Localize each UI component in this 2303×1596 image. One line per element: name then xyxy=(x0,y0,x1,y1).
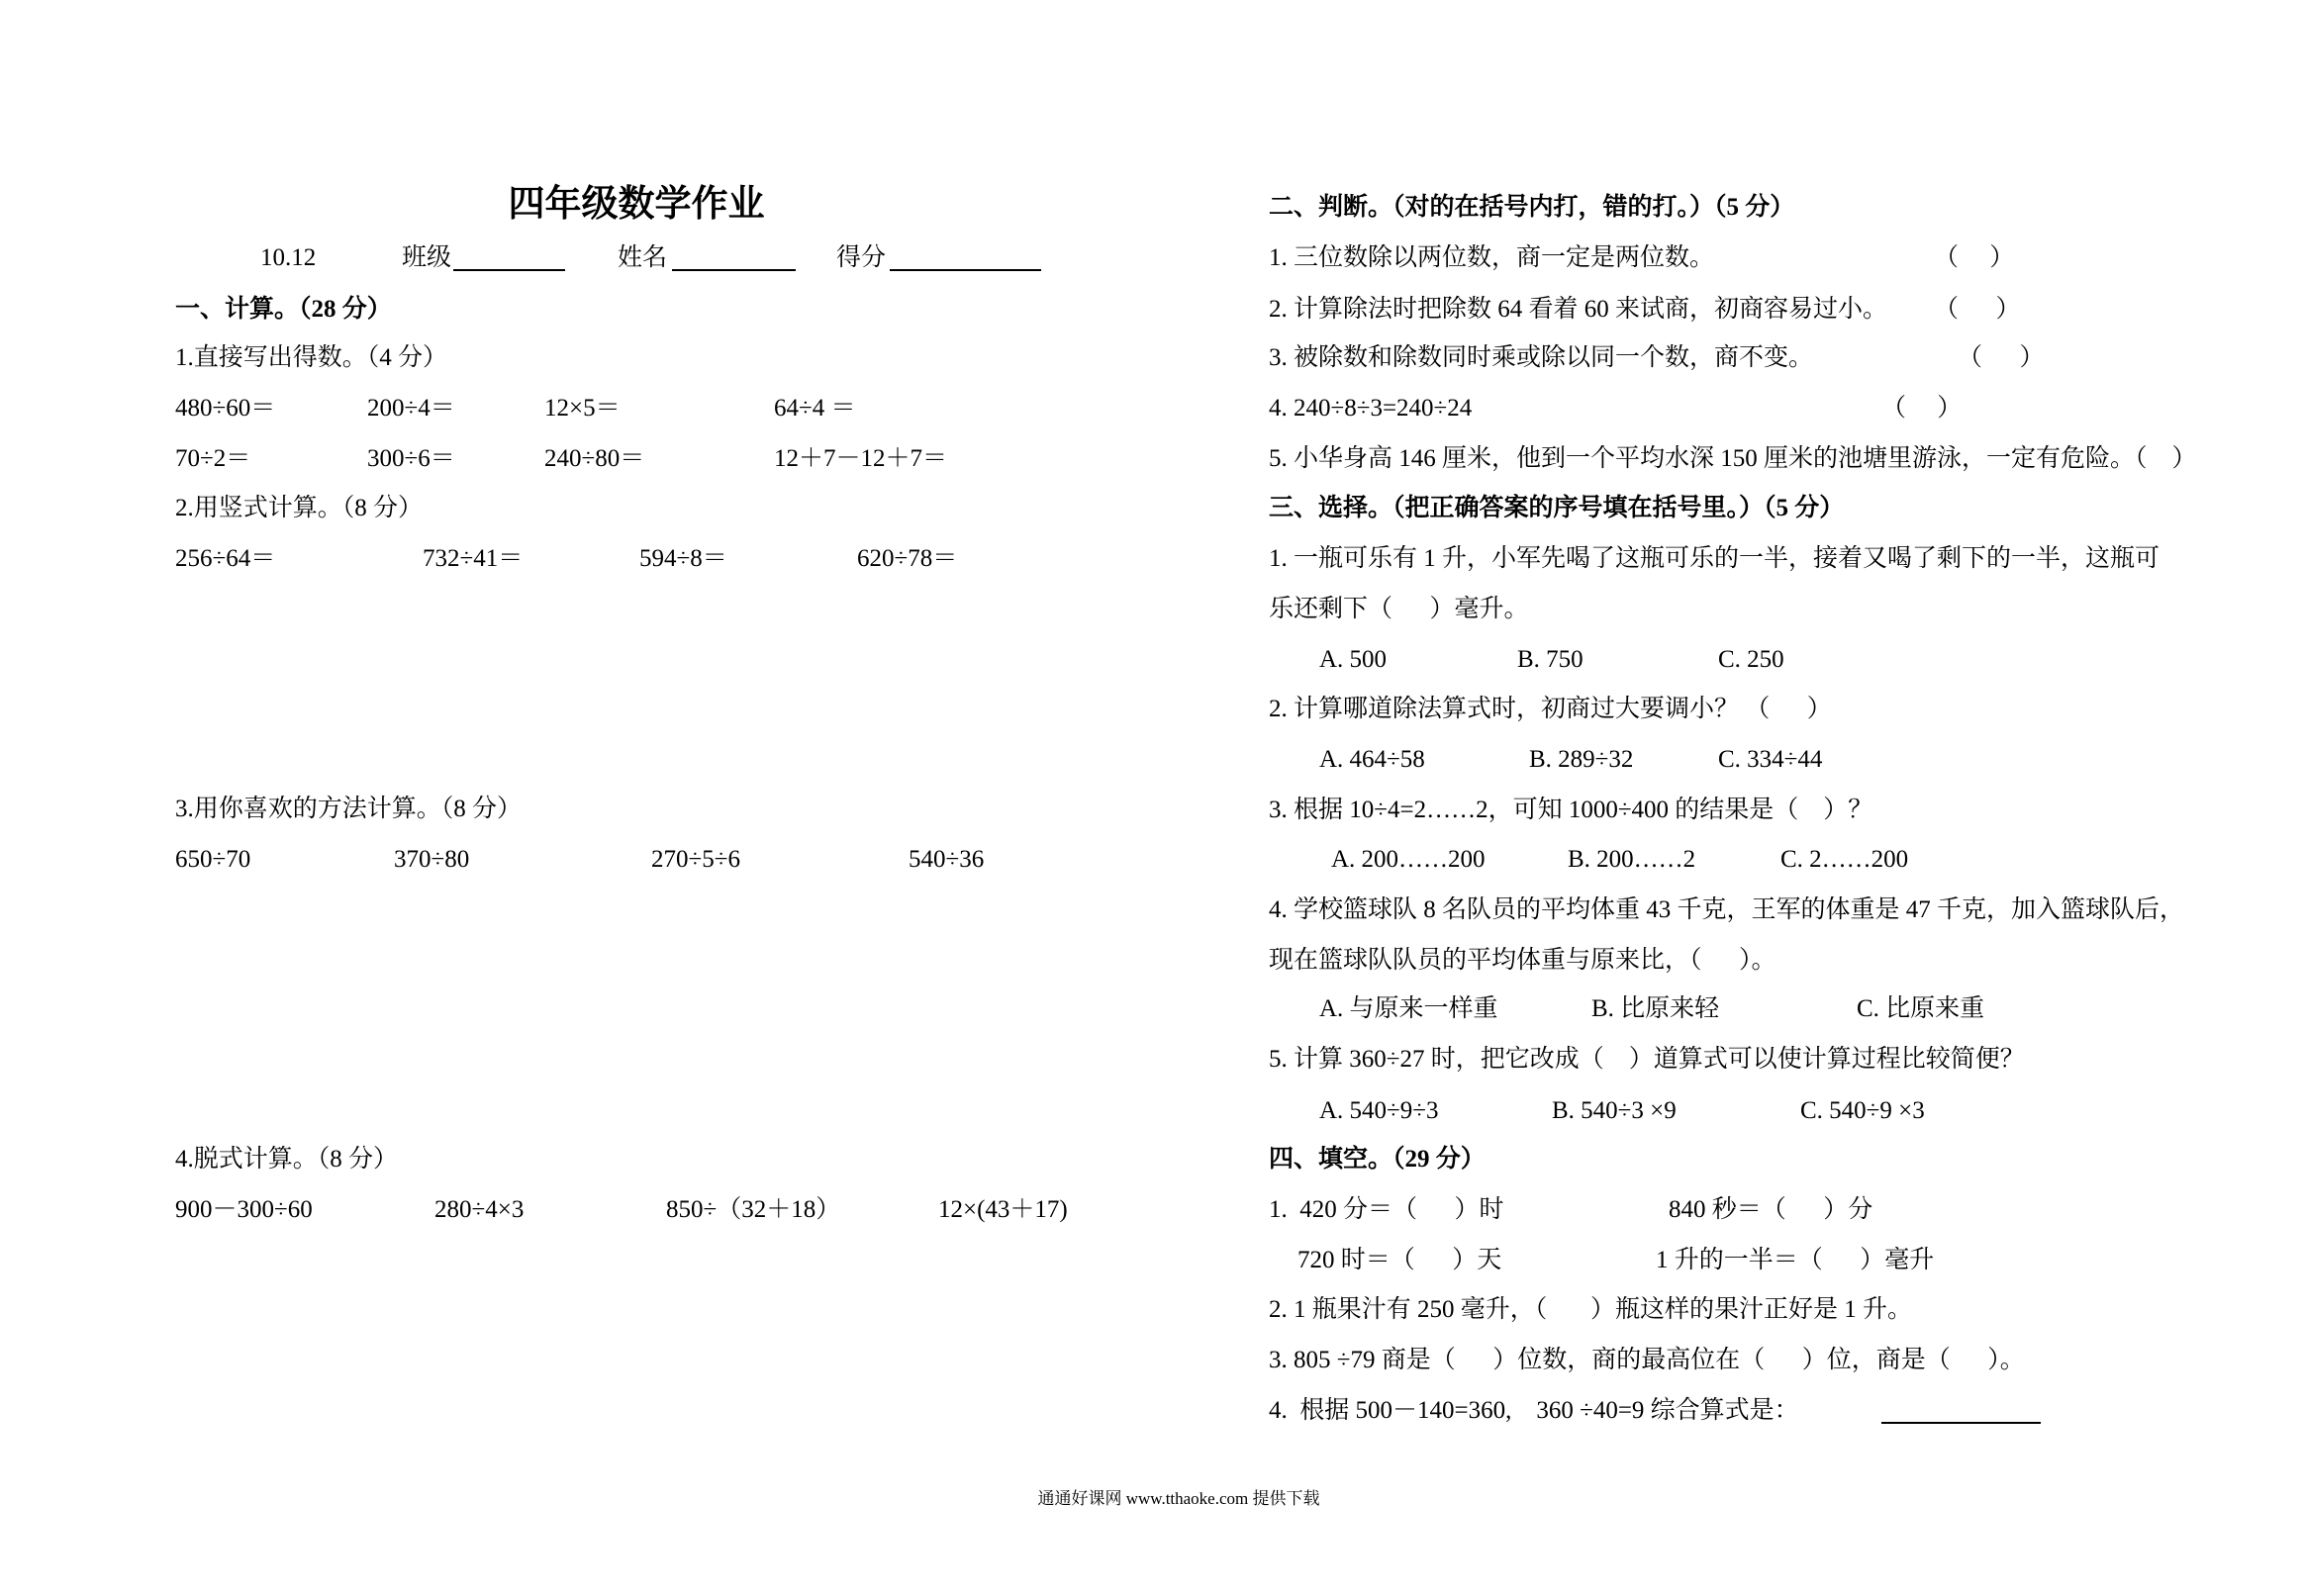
choice-option: B. 比原来轻 xyxy=(1591,995,1720,1022)
calc-item: 12×5＝ xyxy=(544,395,621,422)
calc-item: 300÷6＝ xyxy=(367,445,455,472)
part2-heading: 二、判断。（对的在括号内打，错的打。）（5 分） xyxy=(1269,194,1795,221)
page-title: 四年级数学作业 xyxy=(508,184,765,225)
vertical-calc-item: 620÷78＝ xyxy=(857,545,958,572)
part1-q1-title: 1.直接写出得数。（4 分） xyxy=(175,344,448,371)
method-calc-item: 370÷80 xyxy=(394,846,470,873)
choice-option: C. 比原来重 xyxy=(1857,995,1985,1022)
vertical-calc-item: 256÷64＝ xyxy=(175,545,276,572)
stepwise-calc-item: 850÷（32＋18） xyxy=(666,1196,841,1223)
fill-item: 1 升的一半＝（ ）毫升 xyxy=(1656,1247,1935,1273)
judge-item-text: 1. 三位数除以两位数，商一定是两位数。 xyxy=(1269,244,1715,271)
choice-option: B. 200……2 xyxy=(1568,846,1696,873)
class-label: 班级 xyxy=(402,244,452,271)
calc-item: 70÷2＝ xyxy=(175,445,251,472)
fill-item: 2. 1 瓶果汁有 250 毫升，（ ）瓶这样的果汁正好是 1 升。 xyxy=(1269,1296,1913,1323)
judge-item-text: 2. 计算除法时把除数 64 看着 60 来试商，初商容易过小。 xyxy=(1269,296,1888,323)
choice-question-text: 3. 根据 10÷4=2……2，可知 1000÷400 的结果是（ ）？ xyxy=(1269,797,1873,823)
score-label: 得分 xyxy=(836,244,887,271)
calc-item: 240÷80＝ xyxy=(544,445,645,472)
fill-item: 840 秒＝（ ）分 xyxy=(1669,1196,1873,1223)
choice-option: B. 750 xyxy=(1517,646,1583,673)
calc-item: 200÷4＝ xyxy=(367,395,455,422)
choice-option: A. 200……200 xyxy=(1331,846,1486,873)
choice-question-text: 1. 一瓶可乐有 1 升，小军先喝了这瓶可乐的一半，接着又喝了剩下的一半，这瓶可 xyxy=(1269,545,2160,572)
vertical-calc-item: 594÷8＝ xyxy=(639,545,727,572)
choice-option: A. 500 xyxy=(1319,646,1388,673)
stepwise-calc-item: 12×(43＋17) xyxy=(938,1196,1068,1223)
part1-heading: 一、计算。（28 分） xyxy=(175,296,392,323)
choice-option: C. 334÷44 xyxy=(1718,746,1823,773)
calc-item: 12＋7－12＋7＝ xyxy=(774,445,948,472)
fill-item: 3. 805 ÷79 商是（ ）位数，商的最高位在（ ）位，商是（ ）。 xyxy=(1269,1347,2025,1373)
fill-item: 1. 420 分＝（ ）时 xyxy=(1269,1196,1504,1223)
fill-item: 4. 根据 500－140=360, 360 ÷40=9 综合算式是： xyxy=(1269,1397,1799,1424)
calc-item: 480÷60＝ xyxy=(175,395,276,422)
class-blank xyxy=(453,241,565,271)
choice-option: B. 289÷32 xyxy=(1529,746,1634,773)
judge-item-paren: （ ） xyxy=(1934,244,2015,271)
fill-item: 720 时＝（ ）天 xyxy=(1297,1247,1502,1273)
choice-question-text: 现在篮球队队员的平均体重与原来比，（ ）。 xyxy=(1269,947,1776,974)
choice-question-text: 2. 计算哪道除法算式时，初商过大要调小？ （ ） xyxy=(1269,696,1832,722)
judge-item-text: 4. 240÷8÷3=240÷24 xyxy=(1269,395,1473,422)
calc-item: 64÷4 ＝ xyxy=(774,395,856,422)
name-blank xyxy=(672,241,796,271)
choice-option: C. 2……200 xyxy=(1780,846,1909,873)
judge-item-text: 5. 小华身高 146 厘米，他到一个平均水深 150 厘米的池塘里游泳，一定有危险。 xyxy=(1269,445,2136,472)
choice-option: A. 540÷9÷3 xyxy=(1319,1097,1439,1124)
stepwise-calc-item: 280÷4×3 xyxy=(434,1196,525,1223)
footer-source: 通通好课网 www.tthaoke.com 提供下载 xyxy=(1037,1489,1320,1508)
score-blank xyxy=(890,241,1041,271)
choice-question-text: 4. 学校篮球队 8 名队员的平均体重 43 千克，王军的体重是 47 千克，加入篮球队后， xyxy=(1269,896,2185,923)
method-calc-item: 270÷5÷6 xyxy=(651,846,740,873)
choice-question-text: 乐还剩下（ ）毫升。 xyxy=(1269,596,1529,622)
part3-heading: 三、选择。（把正确答案的序号填在括号里。）（5 分） xyxy=(1269,495,1845,521)
method-calc-item: 540÷36 xyxy=(909,846,985,873)
method-calc-item: 650÷70 xyxy=(175,846,251,873)
choice-option: B. 540÷3 ×9 xyxy=(1552,1097,1677,1124)
choice-option: C. 250 xyxy=(1718,646,1784,673)
choice-option: C. 540÷9 ×3 xyxy=(1800,1097,1925,1124)
combined-formula-blank xyxy=(1881,1394,2041,1424)
stepwise-calc-item: 900－300÷60 xyxy=(175,1196,313,1223)
judge-item-paren: （ ） xyxy=(1881,395,1963,422)
name-label: 姓名 xyxy=(618,244,668,271)
part1-q3-title: 3.用你喜欢的方法计算。（8 分） xyxy=(175,796,523,822)
choice-question-text: 5. 计算 360÷27 时，把它改成（ ）道算式可以使计算过程比较简便？ xyxy=(1269,1046,2025,1073)
judge-item-paren: （ ） xyxy=(2135,445,2197,472)
vertical-calc-item: 732÷41＝ xyxy=(423,545,524,572)
judge-item xyxy=(1269,442,2197,476)
date-label: 10.12 xyxy=(260,244,317,271)
part1-q2-title: 2.用竖式计算。（8 分） xyxy=(175,495,424,521)
choice-option: A. 与原来一样重 xyxy=(1319,995,1498,1022)
judge-item-paren: （ ） xyxy=(1934,296,2021,323)
judge-item-paren: （ ） xyxy=(1958,344,2045,371)
judge-item-text: 3. 被除数和除数同时乘或除以同一个数，商不变。 xyxy=(1269,344,1814,371)
part4-heading: 四、填空。（29 分） xyxy=(1269,1146,1486,1173)
part1-q4-title: 4.脱式计算。（8 分） xyxy=(175,1146,399,1173)
choice-option: A. 464÷58 xyxy=(1319,746,1425,773)
